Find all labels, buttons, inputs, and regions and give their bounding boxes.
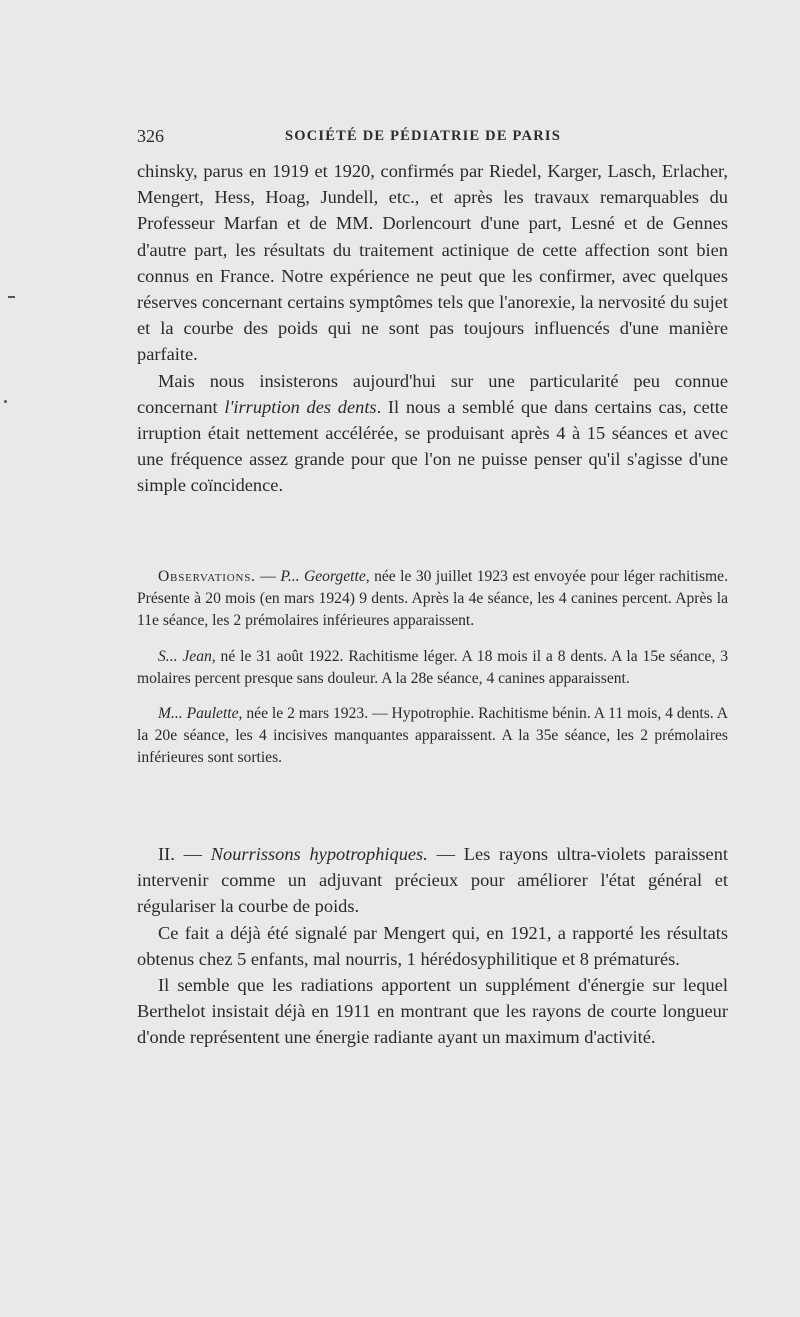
section-2-paragraph-1 xyxy=(137,841,728,920)
observations-label: Observations. xyxy=(158,568,256,585)
observation-3-name: M... Paulette, xyxy=(158,705,243,723)
section-2-text: — Les rayons ultra-violets paraissent intervenir comme un adjuvant précieux pour améliorer l'état général et régulariser la courbe de poids. xyxy=(137,844,728,917)
page-number: 326 xyxy=(137,126,164,146)
page-header xyxy=(137,126,727,150)
observation-3-text: née le 2 mars 1923. — Hypotrophie. Rachitisme bénin. A 11 mois, 4 dents. A la 20e séance, les 4 incisives manquantes apparaissent. A la 35e séance, les 2 prémolaires inférieures sont sorties. xyxy=(137,705,728,767)
section-2-numeral: II. — xyxy=(158,844,211,864)
paragraph-2 xyxy=(137,368,728,499)
observation-2-text: né le 31 août 1922. Rachitisme léger. A 18 mois il a 8 dents. A la 15e séance, 3 molaires percent presque sans douleur. A la 28e séance, 4 canines apparaissent. xyxy=(137,647,728,687)
section-2-paragraph-3: Il semble que les radiations apportent un supplément d'énergie sur lequel Berthelot insistait déjà en 1911 en montrant que les rayons de courte longueur d'onde représentent une énergie radiante ayant un maximum d'activité. xyxy=(137,975,728,1048)
running-title: SOCIÉTÉ DE PÉDIATRIE DE PARIS xyxy=(285,128,561,144)
paragraph-2-emphasis: l'irruption des dents xyxy=(224,396,377,417)
paragraph-2-start: Mais nous insisterons aujourd'hui sur une particularité peu connue concernant xyxy=(137,370,728,417)
observation-2-name: S... Jean, xyxy=(158,647,216,665)
paragraph-1: chinsky, parus en 1919 et 1920, confirmés par Riedel, Karger, Lasch, Erlacher, Mengert, Hess, Hoag, Jundell, etc., et après les travaux remarquables du Professeur Marfan et de MM. Dorlencourt d'une part, Lesné et de Gennes d'autre part, les résultats du traitement actinique de cette affection sont bien connus en France. Notre expérience ne peut que les confirmer, avec quelques réserves concernant certains symptômes tels que l'anorexie, la nervosité du sujet et la courbe des poids qui ne sont pas toujours influencés d'une manière parfaite. xyxy=(137,161,728,365)
section-2-title: Nourrissons hypotrophiques. xyxy=(210,844,428,864)
observation-2 xyxy=(137,646,728,690)
observation-1-text: née le 30 juillet 1923 est envoyée pour léger rachitisme. Présente à 20 mois (en mars 1924) 9 dents. Après la 4e séance, les 4 canines percent. Après la 11e séance, les 2 prémolaires inférieures apparaissent. xyxy=(137,568,728,630)
observation-1-name: P... Georgette, xyxy=(280,568,370,585)
margin-dot xyxy=(4,400,7,403)
observation-3 xyxy=(137,703,728,770)
observation-1: Observations. — P... Georgette, née le 30 juillet 1923 est envoyée pour léger rachitisme. Présente à 20 mois (en mars 1924) 9 dents. Après la 4e séance, les 4 canines percent. Après la 11e séance, les 2 prémolaires inférieures apparaissent. xyxy=(137,568,728,630)
main-text xyxy=(137,158,728,499)
observations-block xyxy=(137,566,728,783)
paragraph-2-end: . Il nous a semblé que dans certains cas, cette irruption était nettement accélérée, se produisant après 4 à 15 séances et avec une fréquence assez grande pour que l'on ne puisse penser qu'il s'agisse d'une simple coïncidence. xyxy=(137,396,728,496)
section-2 xyxy=(137,841,728,1051)
section-2-paragraph-2: Ce fait a déjà été signalé par Mengert qui, en 1921, a rapporté les résultats obtenus chez 5 enfants, mal nourris, 1 hérédosyphilitique et 8 prématurés. xyxy=(137,922,728,969)
margin-mark xyxy=(8,296,15,298)
